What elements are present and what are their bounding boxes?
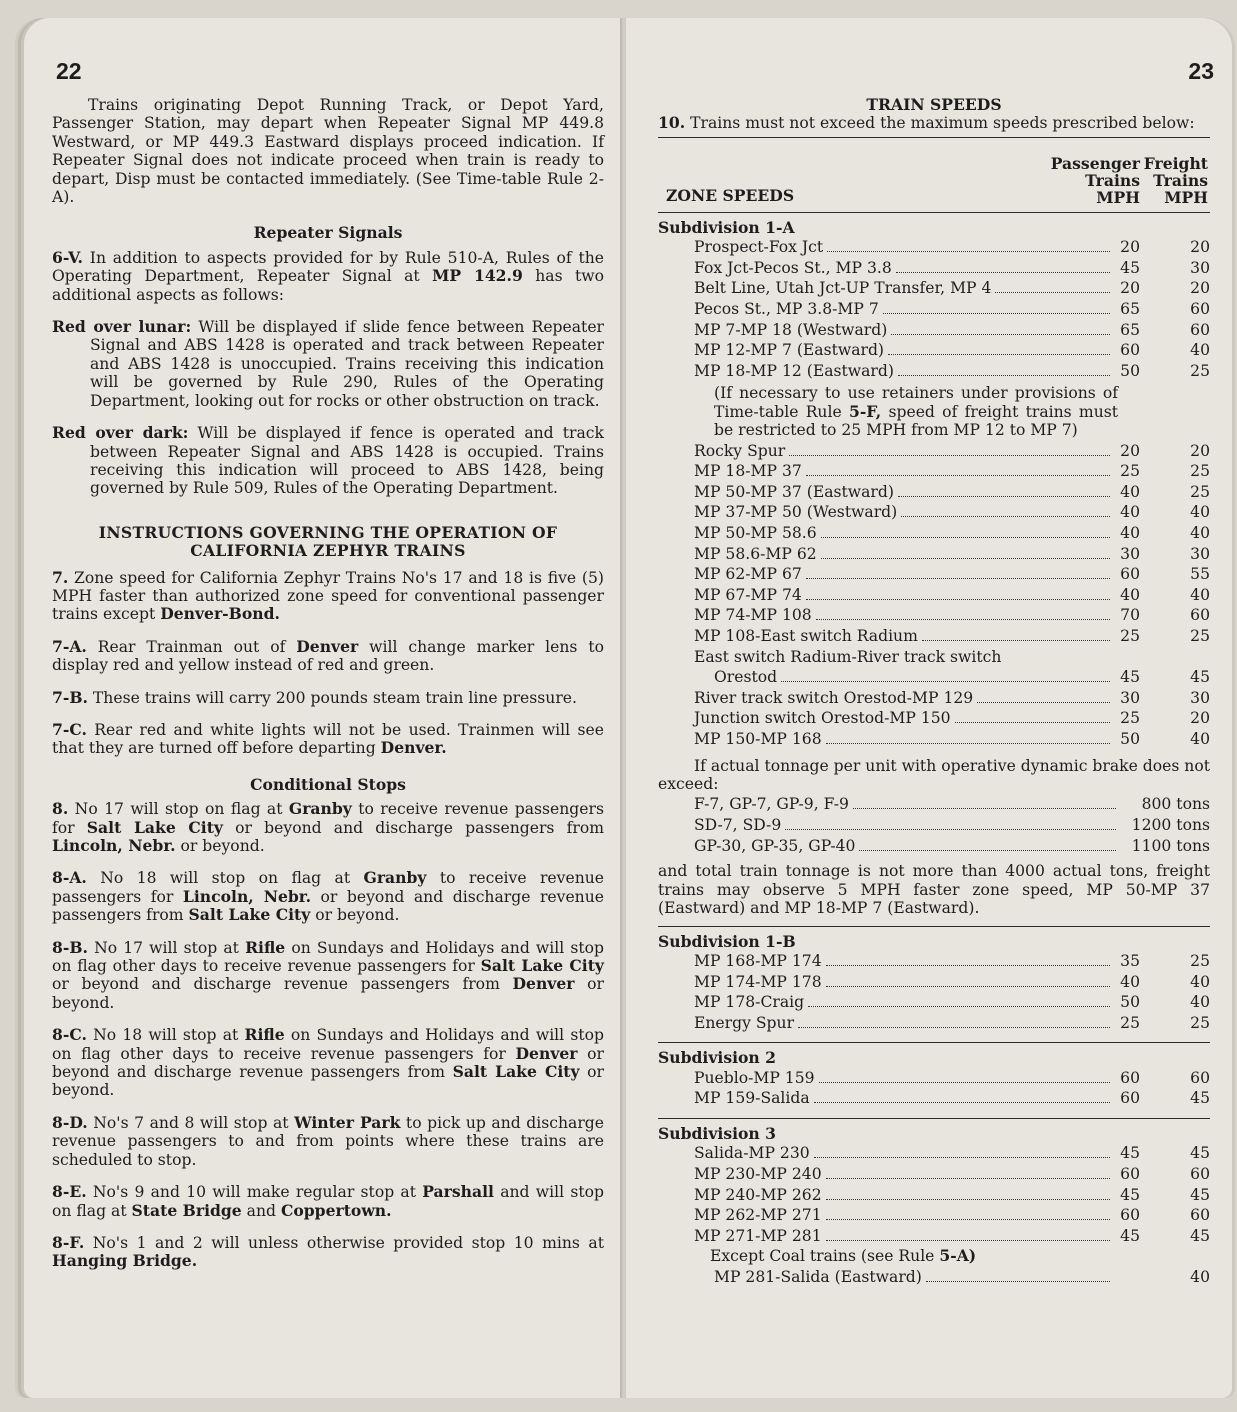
leader-dots [827, 251, 1110, 252]
table-row [658, 1089, 1210, 1110]
speed-table-header [658, 142, 1210, 212]
freight-speed: 60 [1190, 1068, 1210, 1087]
zone-name: Pecos St., MP 3.8-MP 7 [694, 300, 879, 318]
passenger-speed: 40 [1120, 585, 1140, 604]
tonnage-value: 1100 tons [1131, 837, 1210, 856]
page-number-right: 23 [1188, 58, 1214, 84]
red-over-lunar: Red over lunar: Will be displayed if slide fence between Repeater Signal and ABS 1428 is operated and track between Repeater and ABS 1428 is unoccupied. Trains receiving this indication will be governed by Rule 290, Rules of the Operating Department, looking out for rocks or other obstruction on track. [52, 317, 604, 410]
table-row: MP 281-Salida (Eastward) 40 [714, 1267, 1210, 1286]
table-row [658, 709, 1210, 730]
passenger-speed: 45 [1120, 1226, 1140, 1245]
rule-8f: 8-F. No's 1 and 2 will unless otherwise provided stop 10 mins at Hanging Bridge. [52, 1232, 604, 1271]
freight-speed: 25 [1190, 361, 1210, 380]
separator-2 [658, 1042, 1210, 1043]
zone-name: MP 174-MP 178 [694, 972, 822, 991]
freight-speed: 20 [1190, 279, 1210, 298]
leader-dots [888, 354, 1110, 355]
leader-dots [821, 558, 1110, 559]
table-row [658, 545, 1210, 566]
zone-name: MP 240-MP 262 [694, 1185, 822, 1204]
table-row [658, 341, 1210, 362]
table-row [658, 300, 1210, 321]
passenger-speed: 20 [1120, 279, 1140, 298]
left-page [24, 18, 622, 1398]
table-row [658, 993, 1210, 1014]
locomotive-types: SD-7, SD-9 [694, 816, 782, 835]
table-row [658, 442, 1210, 463]
freight-speed: 25 [1190, 482, 1210, 501]
leader-dots [898, 375, 1110, 376]
freight-speed: 45 [1190, 1089, 1210, 1108]
zone-name: Junction switch Orestod-MP 150 [694, 709, 951, 728]
passenger-speed: 50 [1120, 729, 1140, 748]
rule-8c: 8-C. No 18 will stop at Rifle on Sundays and Holidays and will stop on flag other days to receive revenue passengers for Denver or beyond and discharge revenue passengers from Salt Lake City or beyond. [52, 1025, 604, 1100]
zone-name: MP 37-MP 50 (Westward) [694, 503, 898, 522]
freight-speed: 45 [1190, 1185, 1210, 1204]
leader-dots [806, 475, 1110, 476]
zone-name: Prospect-Fox Jct [694, 238, 824, 257]
zone-name: MP 18-MP 12 (Eastward) [694, 361, 894, 380]
left-page-content [52, 96, 604, 1285]
freight-speed: 40 [1190, 993, 1210, 1012]
rule-7: 7. Zone speed for California Zephyr Trains No's 17 and 18 is five (5) MPH faster than authorized zone speed for conventional passenger trains except Denver-Bond. [52, 567, 604, 624]
freight-column-header: Freight Trains MPH [1143, 153, 1208, 207]
passenger-speed: 70 [1120, 606, 1140, 625]
passenger-speed: 45 [1120, 1144, 1140, 1163]
freight-speed: 40 [1190, 503, 1210, 522]
table-row [658, 483, 1210, 504]
rows-2 [658, 1069, 1210, 1110]
table-row [658, 1206, 1210, 1227]
rule-7c: 7-C. Rear red and white lights will not be used. Trainmen will see that they are turned off before departing Denver. [52, 719, 604, 758]
passenger-speed: 65 [1120, 320, 1140, 339]
tonnage-row [658, 816, 1210, 837]
zone-name: MP 62-MP 67 [694, 565, 802, 584]
zone-name: Fox Jct-Pecos St., MP 3.8 [694, 258, 892, 277]
table-row [658, 462, 1210, 483]
zone-name: Belt Line, Utah Jct-UP Transfer, MP 4 [694, 279, 992, 298]
table-row [658, 627, 1210, 648]
freight-speed: 30 [1190, 258, 1210, 277]
passenger-speed: 25 [1120, 626, 1140, 645]
zone-name: MP 262-MP 271 [694, 1206, 822, 1225]
tonnage-value: 1200 tons [1131, 816, 1210, 835]
leader-dots [819, 1082, 1110, 1083]
leader-dots [821, 537, 1110, 538]
rows-1a [658, 238, 1210, 382]
rule-8b: 8-B. No 17 will stop at Rifle on Sundays and Holidays and will stop on flag other days to receive revenue passengers for Salt Lake City or beyond and discharge revenue passengers from Denver or beyond. [52, 937, 604, 1012]
passenger-speed: 50 [1120, 993, 1140, 1012]
zone-name: MP 7-MP 18 (Westward) [694, 320, 888, 339]
leader-dots [891, 334, 1110, 335]
tonnage-row [658, 837, 1210, 858]
leader-dots [977, 702, 1110, 703]
freight-speed: 25 [1190, 1013, 1210, 1032]
table-row [658, 565, 1210, 586]
passenger-speed: 20 [1120, 238, 1140, 257]
leader-dots [826, 1240, 1110, 1241]
freight-speed: 20 [1190, 441, 1210, 460]
right-page-content [658, 96, 1210, 1288]
passenger-speed: 50 [1120, 361, 1140, 380]
table-row [658, 259, 1210, 280]
leader-dots [995, 292, 1110, 293]
freight-speed: 45 [1190, 1226, 1210, 1245]
passenger-speed: 40 [1120, 503, 1140, 522]
train-speeds-title: TRAIN SPEEDS [866, 95, 1002, 114]
leader-dots [808, 1006, 1110, 1007]
zone-name: MP 159-Salida [694, 1089, 810, 1108]
tonnage-intro: If actual tonnage per unit with operative dynamic brake does not exceed: [658, 756, 1211, 793]
freight-speed: 60 [1190, 606, 1210, 625]
zone-name: MP 178-Craig [694, 993, 805, 1012]
passenger-speed: 35 [1120, 951, 1140, 970]
zone-name: Rocky Spur [694, 441, 786, 460]
freight-speed: 40 [1190, 523, 1210, 542]
rule-7b: 7-B. These trains will carry 200 pounds steam train line pressure. [52, 687, 577, 707]
right-page [626, 18, 1232, 1398]
zone-name: MP 150-MP 168 [694, 729, 822, 748]
leader-dots [826, 965, 1110, 966]
zone-name: MP 18-MP 37 [694, 462, 802, 481]
separator-1b [658, 926, 1210, 927]
freight-speed: 30 [1190, 688, 1210, 707]
intro-paragraph: Trains originating Depot Running Track, or Depot Yard, Passenger Station, may depart when Repeater Signal MP 449.8 Westward, or MP 449.3 Eastward displays proceed indication. If Repeater Signal does not indicate proceed when train is ready to depart, Disp must be contacted immediately. (See Time-table Rule 2-A). [52, 96, 604, 207]
leader-dots [826, 986, 1110, 987]
passenger-speed: 30 [1120, 544, 1140, 563]
leader-dots [814, 1157, 1110, 1158]
leader-dots [816, 619, 1110, 620]
rows-1b [658, 952, 1210, 1034]
passenger-speed: 60 [1120, 1206, 1140, 1225]
rule-8e: 8-E. No's 9 and 10 will make regular stop at Parshall and will stop on flag at State Bridge and Coppertown. [52, 1182, 604, 1220]
zone-name: MP 58.6-MP 62 [694, 544, 817, 563]
zone-name: MP 50-MP 58.6 [694, 523, 817, 542]
passenger-speed: 40 [1120, 482, 1140, 501]
table-row [658, 238, 1210, 259]
freight-speed: 55 [1190, 565, 1210, 584]
table-row [658, 362, 1210, 383]
table-row: East switch Radium-River track switch [694, 647, 1002, 666]
table-row: Orestod 45 45 [714, 668, 1210, 687]
passenger-column-header: Passenger Trains MPH [1050, 153, 1140, 207]
leader-dots [901, 516, 1110, 517]
passenger-speed: 45 [1120, 1185, 1140, 1204]
table-row [658, 503, 1210, 524]
leader-dots [922, 640, 1110, 641]
zone-name: Pueblo-MP 159 [694, 1068, 815, 1087]
locomotive-types: F-7, GP-7, GP-9, F-9 [694, 795, 849, 814]
table-row [658, 1069, 1210, 1090]
freight-speed: 60 [1190, 1206, 1210, 1225]
passenger-speed: 25 [1120, 1013, 1140, 1032]
leader-dots [853, 808, 1116, 809]
table-top-rule [658, 137, 1210, 138]
rows-3 [658, 1144, 1210, 1247]
tonnage-row [658, 795, 1210, 816]
zone-name: River track switch Orestod-MP 129 [694, 688, 974, 707]
zone-name: MP 108-East switch Radium [694, 626, 918, 645]
subdivision-1b-heading: Subdivision 1-B [658, 931, 796, 951]
zone-name: MP 12-MP 7 (Eastward) [694, 341, 885, 360]
leader-dots [826, 1178, 1110, 1179]
subdivision-2-heading: Subdivision 2 [658, 1048, 777, 1068]
passenger-speed: 60 [1120, 1068, 1140, 1087]
repeater-signals-heading: Repeater Signals [253, 223, 403, 243]
leader-dots [859, 850, 1116, 851]
freight-speed: 25 [1190, 462, 1210, 481]
locomotive-types: GP-30, GP-35, GP-40 [694, 837, 856, 856]
rows-1a-b [658, 442, 1210, 648]
freight-speed: 20 [1190, 238, 1210, 257]
table-row [658, 321, 1210, 342]
table-row [658, 586, 1210, 607]
zone-name: Salida-MP 230 [694, 1144, 810, 1163]
passenger-speed: 30 [1120, 688, 1140, 707]
leader-dots [826, 1219, 1110, 1220]
retainers-note: (If necessary to use retainers under provisions of Time-table Rule 5-F, speed of freight trains must be restricted to 25 MPH from MP 12 to MP 7) [714, 384, 1119, 440]
freight-speed: 25 [1190, 626, 1210, 645]
page-number-left: 22 [56, 58, 82, 84]
table-row [658, 524, 1210, 545]
conditional-stops-heading: Conditional Stops [250, 774, 406, 794]
tonnage-list [658, 795, 1210, 858]
freight-speed: 40 [1190, 729, 1210, 748]
leader-dots [785, 829, 1116, 830]
leader-dots [789, 455, 1110, 456]
passenger-speed: 45 [1120, 258, 1140, 277]
rule-8: 8. No 17 will stop on flag at Granby to receive revenue passengers for Salt Lake City or beyond and discharge passengers from Lincoln, Nebr. or beyond. [52, 799, 604, 855]
separator-3 [658, 1118, 1210, 1119]
leader-dots [806, 599, 1110, 600]
rule-6v: 6-V. In addition to aspects provided for by Rule 510-A, Rules of the Operating Department, Repeater Signal at MP 142.9 has two additional aspects as follows: [52, 247, 604, 304]
table-row [658, 730, 1210, 751]
passenger-speed: 40 [1120, 523, 1140, 542]
rows-1a-c [658, 689, 1210, 751]
freight-speed: 25 [1190, 951, 1210, 970]
leader-dots [798, 1027, 1110, 1028]
table-row [658, 689, 1210, 710]
zone-name: MP 67-MP 74 [694, 585, 802, 604]
passenger-speed: 65 [1120, 300, 1140, 318]
table-row [658, 952, 1210, 973]
subdivision-1a-heading: Subdivision 1-A [658, 217, 795, 237]
passenger-speed: 20 [1120, 441, 1140, 460]
tonnage-value: 800 tons [1141, 795, 1210, 814]
leader-dots [898, 496, 1110, 497]
zone-name: MP 50-MP 37 (Eastward) [694, 482, 894, 501]
passenger-speed: 60 [1120, 341, 1140, 360]
table-row [658, 973, 1210, 994]
freight-speed: 60 [1190, 320, 1210, 339]
table-row [658, 1165, 1210, 1186]
leader-dots [806, 578, 1110, 579]
freight-speed: 60 [1190, 300, 1210, 318]
leader-dots [826, 1199, 1110, 1200]
freight-speed: 40 [1190, 972, 1210, 991]
passenger-speed: 60 [1120, 565, 1140, 584]
leader-dots [955, 722, 1110, 723]
leader-dots [883, 313, 1110, 314]
rule-8a: 8-A. No 18 will stop on flag at Granby to receive revenue passengers for Lincoln, Nebr. or beyond and discharge revenue passengers from Salt Lake City or beyond. [52, 868, 605, 925]
leader-dots [814, 1102, 1110, 1103]
leader-dots [826, 743, 1110, 744]
zone-name: MP 271-MP 281 [694, 1226, 822, 1245]
zone-speeds-header: ZONE SPEEDS [666, 186, 795, 206]
table-row [658, 1186, 1210, 1207]
freight-speed: 30 [1190, 544, 1210, 563]
passenger-speed: 60 [1120, 1164, 1140, 1183]
freight-speed: 40 [1190, 341, 1210, 360]
table-row [658, 1144, 1210, 1165]
zone-name: MP 74-MP 108 [694, 606, 812, 625]
zone-name: MP 168-MP 174 [694, 951, 822, 970]
zone-name: MP 230-MP 240 [694, 1164, 822, 1183]
rule-7a: 7-A. Rear Trainman out of Denver will change marker lens to display red and yellow instead of red and green. [52, 636, 604, 675]
passenger-speed: 60 [1120, 1089, 1140, 1108]
instructions-heading: INSTRUCTIONS GOVERNING THE OPERATION OF CALIFORNIA ZEPHYR TRAINS [98, 522, 558, 561]
table-row [658, 1227, 1210, 1248]
leader-dots [896, 272, 1110, 273]
header-bottom-rule [658, 212, 1210, 213]
freight-speed: 60 [1190, 1164, 1210, 1183]
passenger-speed: 25 [1120, 462, 1140, 481]
freight-speed: 20 [1190, 709, 1210, 728]
subdivision-3-heading: Subdivision 3 [658, 1123, 777, 1143]
table-row [658, 606, 1210, 627]
table-row [658, 1014, 1210, 1035]
tonnage-after: and total train tonnage is not more than 4000 actual tons, freight trains may observe 5 MPH faster zone speed, MP 50-MP 37 (Eastward) and MP 18-MP 7 (Eastward). [658, 862, 1210, 918]
rule-8d: 8-D. No's 7 and 8 will stop at Winter Park to pick up and discharge revenue passengers to and from points where these trains are scheduled to stop. [52, 1112, 604, 1169]
except-coal-note: Except Coal trains (see Rule 5-A) [710, 1246, 977, 1266]
zone-name: Energy Spur [694, 1013, 795, 1032]
red-over-dark: Red over dark: Will be displayed if fence is operated and track between Repeater Signal and ABS 1428 is occupied. Trains receiving this indication will proceed to ABS 1428, being governed by Rule 509, Rules of the Operating Department. [52, 423, 604, 498]
freight-speed: 45 [1190, 1144, 1210, 1163]
passenger-speed: 25 [1120, 709, 1140, 728]
table-row [658, 279, 1210, 300]
freight-speed: 40 [1190, 585, 1210, 604]
rule-10: 10. Trains must not exceed the maximum speeds prescribed below: [658, 113, 1195, 133]
passenger-speed: 40 [1120, 972, 1140, 991]
